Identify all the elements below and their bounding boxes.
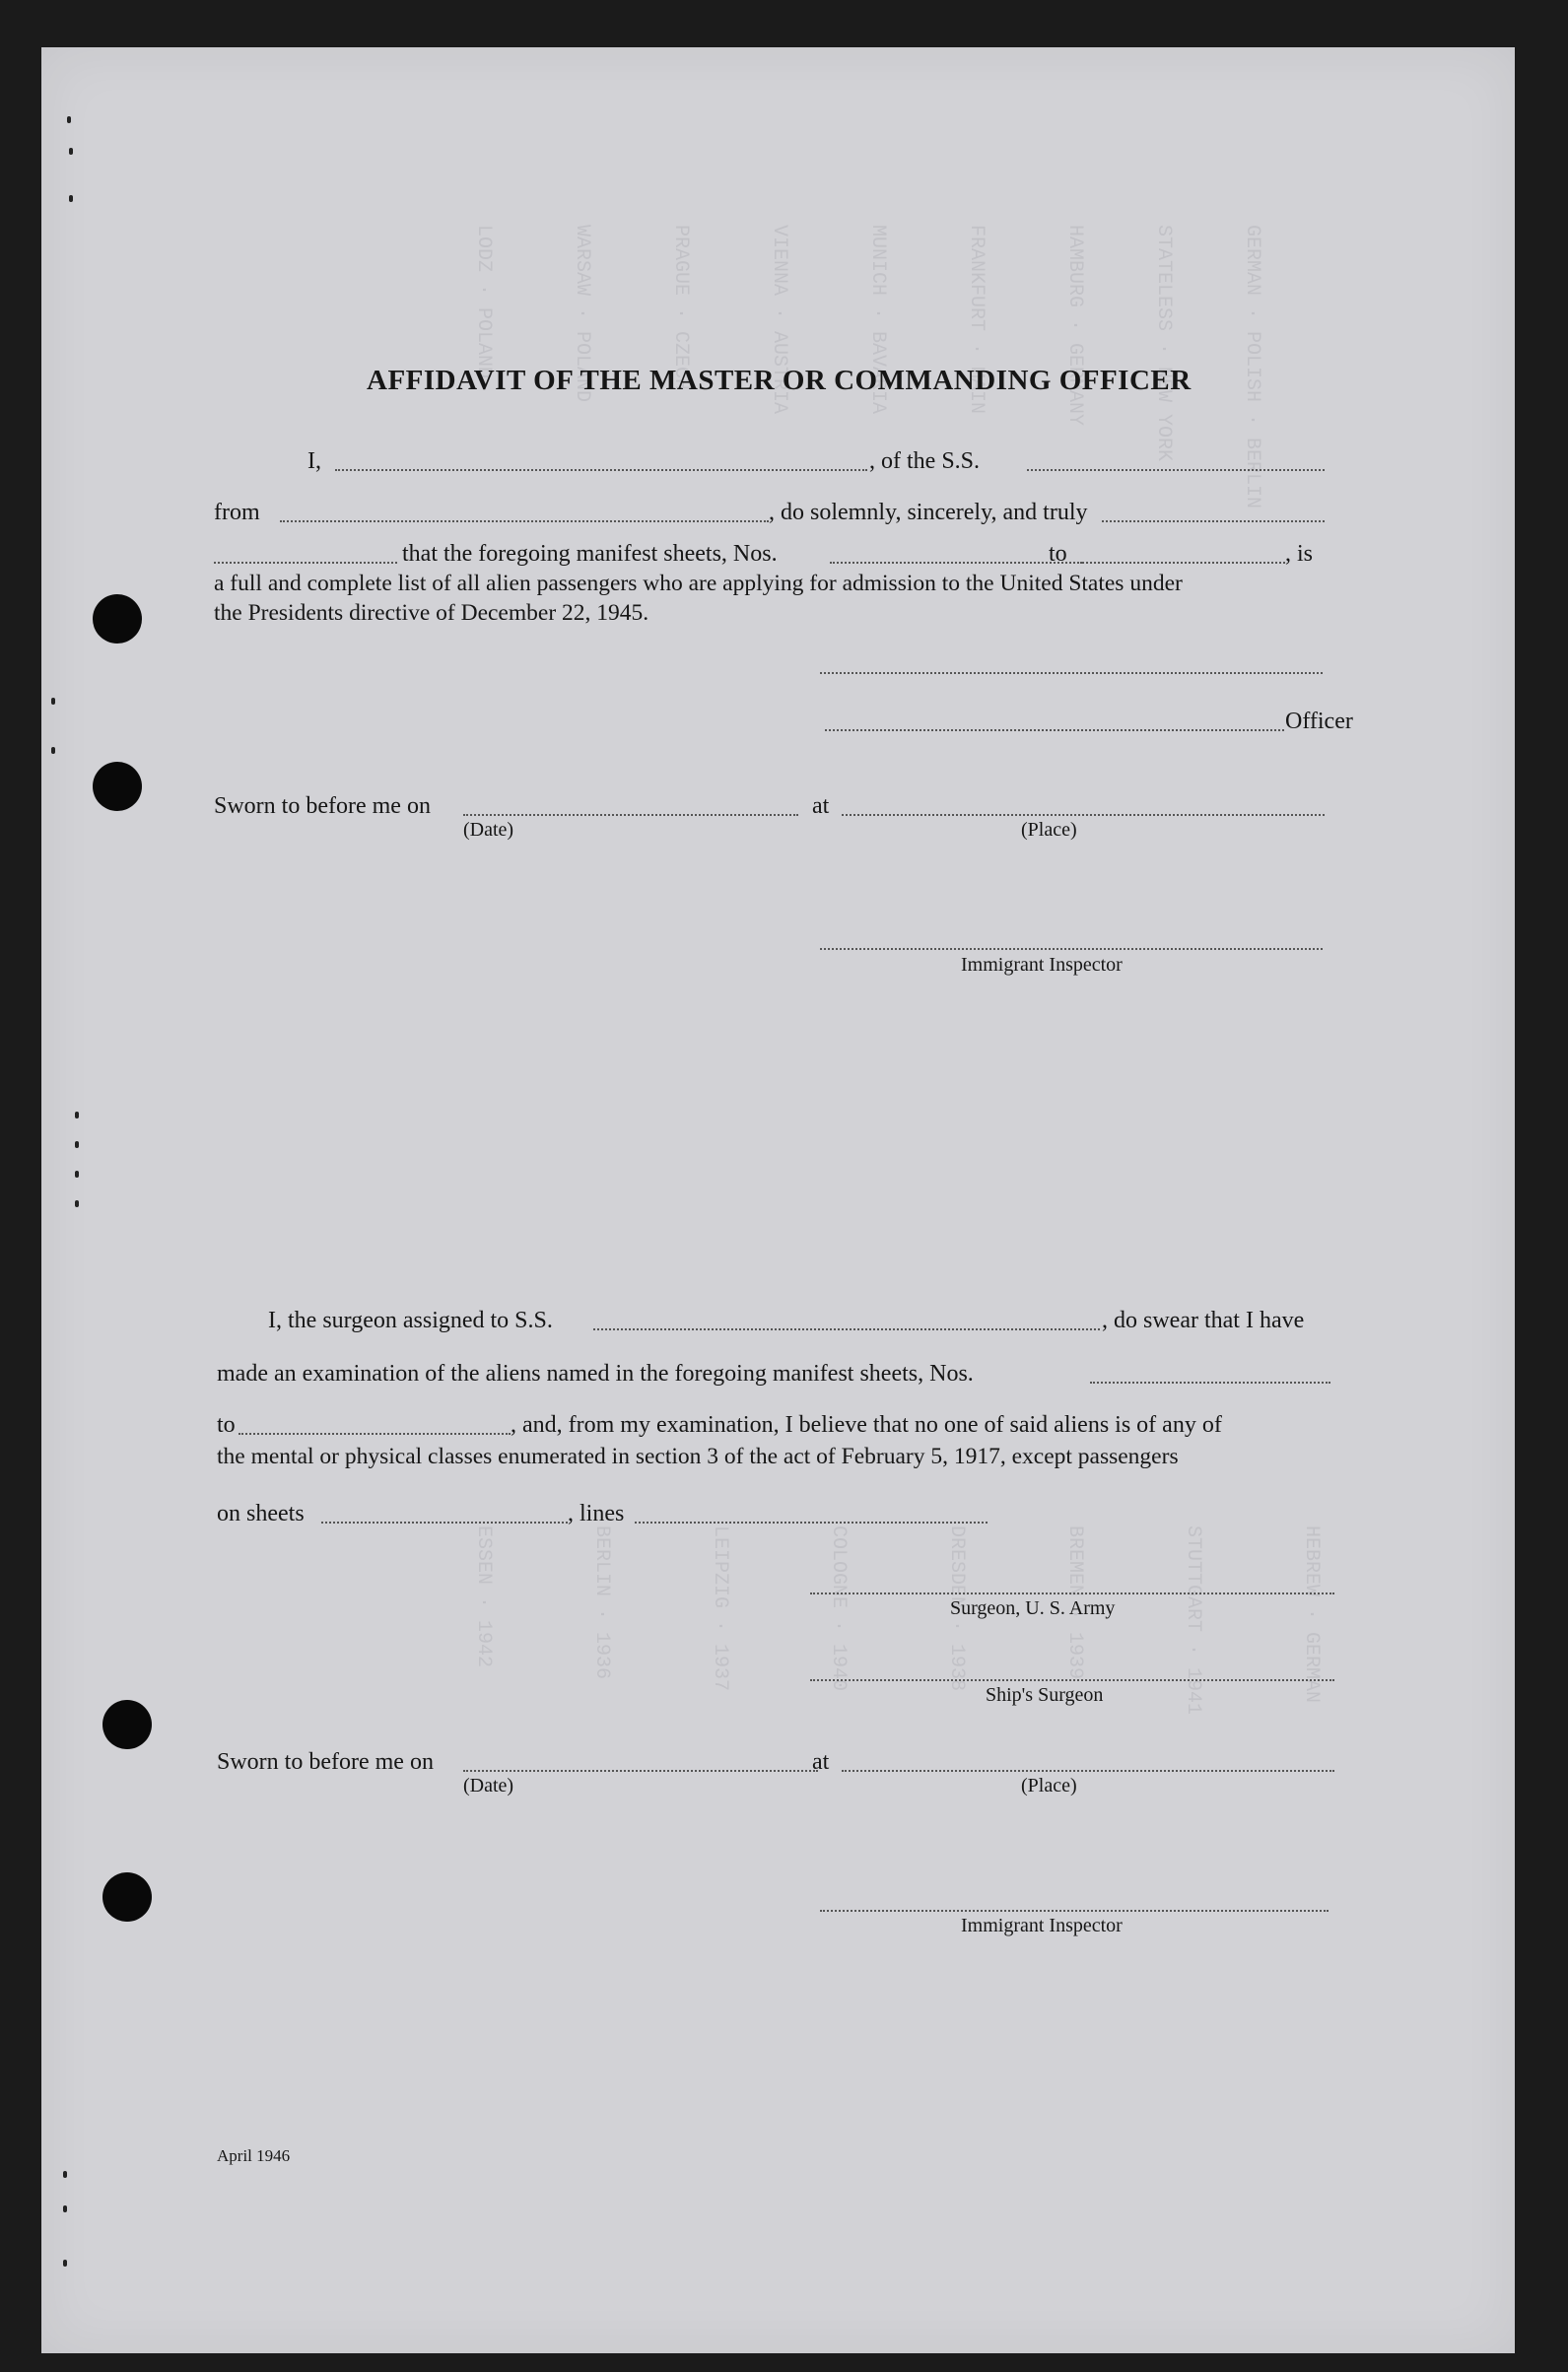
ship-surgeon-caption: Ship's Surgeon <box>986 1684 1104 1706</box>
master-swear-field[interactable] <box>1102 520 1325 522</box>
master-sheet-from-field[interactable] <box>830 562 1082 564</box>
officer-signature-field[interactable] <box>825 729 1284 731</box>
master-body-line: a full and complete list of all alien passengers who are applying for admission to the United States under <box>214 571 1183 596</box>
master-sheet-to-field[interactable] <box>1082 562 1285 564</box>
surgeon-sheets-field[interactable] <box>321 1522 568 1524</box>
bleed-through-column: VIENNA · AUSTRIA <box>768 225 790 415</box>
bleed-through-column: STATELESS · NEW YORK <box>1152 225 1175 462</box>
surgeon-to-label: to <box>217 1412 236 1438</box>
master-from-label: from <box>214 500 260 525</box>
surgeon-at-label: at <box>812 1749 830 1775</box>
ship-surgeon-signature-field[interactable] <box>810 1679 1334 1681</box>
master-inspector-signature-field[interactable] <box>820 948 1323 950</box>
bleed-through-column: FRANKFURT · MAIN <box>965 225 988 415</box>
master-i-label: I, <box>307 448 321 474</box>
bleed-through-column: MUNICH · BAVARIA <box>866 225 889 415</box>
master-to-label: to <box>1049 541 1067 567</box>
master-sworn-date-field[interactable] <box>463 814 798 816</box>
bleed-through-column: BREMEN · 1939 <box>1063 1525 1086 1680</box>
master-sworn-label: Sworn to before me on <box>214 793 431 819</box>
punch-hole <box>102 1700 152 1749</box>
surgeon-date-caption: (Date) <box>463 1775 514 1796</box>
surgeon-sheet-to-field[interactable] <box>239 1433 511 1435</box>
master-at-label: at <box>812 793 830 819</box>
master-swear-text: , do solemnly, sincerely, and truly <box>769 500 1088 525</box>
surgeon-line-3: , and, from my examination, I believe that no one of said aliens is of any of <box>511 1412 1222 1438</box>
master-place-caption: (Place) <box>1021 819 1077 841</box>
bleed-through-column: HEBREW · GERMAN <box>1300 1525 1323 1704</box>
master-body-line: the Presidents directive of December 22, 1945. <box>214 600 649 626</box>
bleed-through-column: HAMBURG · GERMANY <box>1063 225 1086 427</box>
bleed-through-column: BERLIN · 1936 <box>590 1525 613 1680</box>
margin-mark <box>75 1141 79 1148</box>
bleed-through-column: STUTTGART · 1941 <box>1182 1525 1204 1716</box>
master-sworn-place-field[interactable] <box>842 814 1325 816</box>
margin-mark <box>63 2205 67 2212</box>
surgeon-sworn-date-field[interactable] <box>463 1770 818 1772</box>
master-signature-field[interactable] <box>820 672 1323 674</box>
surgeon-sworn-place-field[interactable] <box>842 1770 1334 1772</box>
margin-mark <box>63 2171 67 2178</box>
bleed-through-column: GERMAN · POLISH · BERLIN <box>1241 225 1263 509</box>
surgeon-inspector-caption: Immigrant Inspector <box>961 1915 1123 1936</box>
master-ship-field[interactable] <box>1027 469 1325 471</box>
surgeon-line-1: I, the surgeon assigned to S.S. <box>268 1308 553 1333</box>
punch-hole <box>102 1872 152 1922</box>
margin-mark <box>75 1112 79 1118</box>
bleed-through-column: WARSAW · POLAND <box>571 225 593 403</box>
surgeon-sheets-label: on sheets <box>217 1501 305 1526</box>
margin-mark <box>69 148 73 155</box>
form-date: April 1946 <box>217 2146 291 2165</box>
page-title: AFFIDAVIT OF THE MASTER OR COMMANDING OFFICER <box>367 365 1192 396</box>
punch-hole <box>93 762 142 811</box>
surgeon-ship-field[interactable] <box>593 1328 1100 1330</box>
margin-mark <box>69 195 73 202</box>
punch-hole <box>93 594 142 644</box>
surgeon-inspector-signature-field[interactable] <box>820 1910 1329 1912</box>
bleed-through-column: DRESDEN · 1938 <box>945 1525 968 1692</box>
surgeon-lines-label: , lines <box>568 1501 625 1526</box>
master-is-text: , is <box>1285 541 1314 567</box>
surgeon-sworn-label: Sworn to before me on <box>217 1749 434 1775</box>
margin-mark <box>51 698 55 705</box>
bleed-through-column: COLOGNE · 1940 <box>827 1525 850 1692</box>
surgeon-place-caption: (Place) <box>1021 1775 1077 1796</box>
master-port-field[interactable] <box>280 520 769 522</box>
army-surgeon-caption: Surgeon, U. S. Army <box>950 1597 1116 1619</box>
document-page <box>41 47 1515 2353</box>
surgeon-lines-field[interactable] <box>635 1522 988 1524</box>
master-inspector-caption: Immigrant Inspector <box>961 954 1123 976</box>
master-sheets-text: that the foregoing manifest sheets, Nos. <box>402 541 778 567</box>
margin-mark <box>51 747 55 754</box>
master-date-caption: (Date) <box>463 819 514 841</box>
margin-mark <box>75 1200 79 1207</box>
master-ss-label: , of the S.S. <box>869 448 981 474</box>
margin-mark <box>63 2260 67 2267</box>
master-name-field[interactable] <box>335 469 867 471</box>
bleed-through-column: PRAGUE · CZECH <box>669 225 692 391</box>
bleed-through-column: LODZ · POLAND <box>472 225 495 379</box>
officer-label: Officer <box>1285 709 1353 734</box>
master-lead-field[interactable] <box>214 562 397 564</box>
army-surgeon-signature-field[interactable] <box>810 1593 1334 1594</box>
surgeon-line-2: made an examination of the aliens named in the foregoing manifest sheets, Nos. <box>217 1361 974 1387</box>
bleed-through-column: LEIPZIG · 1937 <box>709 1525 731 1692</box>
surgeon-swear-text: , do swear that I have <box>1102 1308 1305 1333</box>
surgeon-sheet-from-field[interactable] <box>1090 1382 1330 1384</box>
surgeon-line-4: the mental or physical classes enumerated in section 3 of the act of February 5, 1917, except passengers <box>217 1444 1179 1469</box>
margin-mark <box>75 1171 79 1178</box>
bleed-through-column: ESSEN · 1942 <box>472 1525 495 1668</box>
margin-mark <box>67 116 71 123</box>
